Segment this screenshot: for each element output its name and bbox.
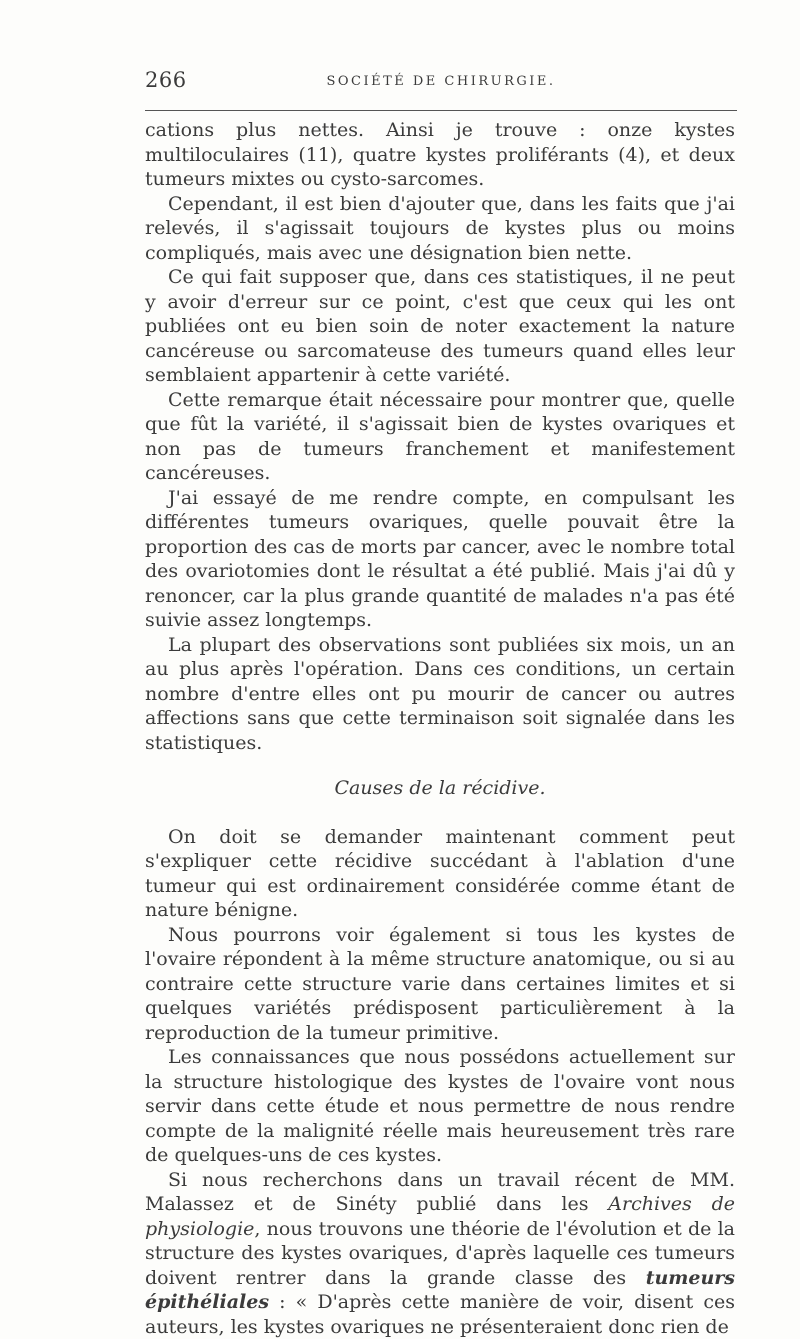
text-run: : « D'après cette manière de voir, disent ces auteurs, les kystes ovariques ne présenteraient donc rien de — [145, 1291, 735, 1338]
paragraph-last — [145, 1168, 735, 1339]
paragraph: Cette remarque était nécessaire pour montrer que, quelle que fût la variété, il s'agissait bien de kystes ovariques et non pas de tumeurs franchement et manifestement cancéreuses. — [145, 388, 735, 486]
section-heading: Causes de la récidive. — [145, 776, 735, 801]
paragraph: cations plus nettes. Ainsi je trouve : onze kystes multiloculaires (11), quatre kystes proliférants (4), et deux tumeurs mixtes ou cysto-sarcomes. — [145, 118, 735, 192]
running-head — [145, 68, 737, 98]
paragraph: Ce qui fait supposer que, dans ces statistiques, il ne peut y avoir d'erreur sur ce point, c'est que ceux qui les ont publiées ont eu bien soin de noter exactement la nature cancéreuse ou sarcomateuse des tumeurs quand elles leur semblaient appartenir à cette variété. — [145, 265, 735, 388]
paragraph: On doit se demander maintenant comment peut s'expliquer cette récidive succédant à l'ablation d'une tumeur qui est ordinairement considérée comme étant de nature bénigne. — [145, 825, 735, 923]
text-run: , nous trouvons une théorie de l'évolution et de la structure des kystes ovariques, d'après laquelle ces tumeurs doivent rentrer dans la grande classe des — [145, 1218, 735, 1289]
page-number: 266 — [145, 68, 187, 92]
paragraph: Les connaissances que nous possédons actuellement sur la structure histologique des kystes de l'ovaire vont nous servir dans cette étude et nous permettre de nous rendre compte de la malignité réelle mais heureusement très rare de quelques-uns de ces kystes. — [145, 1045, 735, 1168]
emphasized-term: tumeurs épithéliales — [145, 1267, 735, 1314]
header-rule — [145, 110, 737, 111]
paragraph: Cependant, il est bien d'ajouter que, dans les faits que j'ai relevés, il s'agissait toujours de kystes plus ou moins compliqués, mais avec une désignation bien nette. — [145, 192, 735, 266]
text-run: Si nous recherchons dans un travail récent de MM. Malassez et de Sinéty publié dans les — [145, 1169, 735, 1216]
running-title: SOCIÉTÉ DE CHIRURGIE. — [145, 74, 737, 89]
journal-title: Archives de physiologie — [145, 1193, 735, 1240]
paragraph: Nous pourrons voir également si tous les kystes de l'ovaire répondent à la même structure anatomique, ou si au contraire cette structure varie dans certaines limites et si quelques variétés prédisposent particulièrement à la reproduction de la tumeur primitive. — [145, 923, 735, 1046]
body-text — [145, 118, 735, 1339]
paragraph: J'ai essayé de me rendre compte, en compulsant les différentes tumeurs ovariques, quelle pouvait être la proportion des cas de morts par cancer, avec le nombre total des ovariotomies dont le résultat a été publié. Mais j'ai dû y renoncer, car la plus grande quantité de malades n'a pas été suivie assez longtemps. — [145, 486, 735, 633]
paragraph: La plupart des observations sont publiées six mois, un an au plus après l'opération. Dans ces conditions, un certain nombre d'entre elles ont pu mourir de cancer ou autres affections sans que cette terminaison soit signalée dans les statistiques. — [145, 633, 735, 756]
